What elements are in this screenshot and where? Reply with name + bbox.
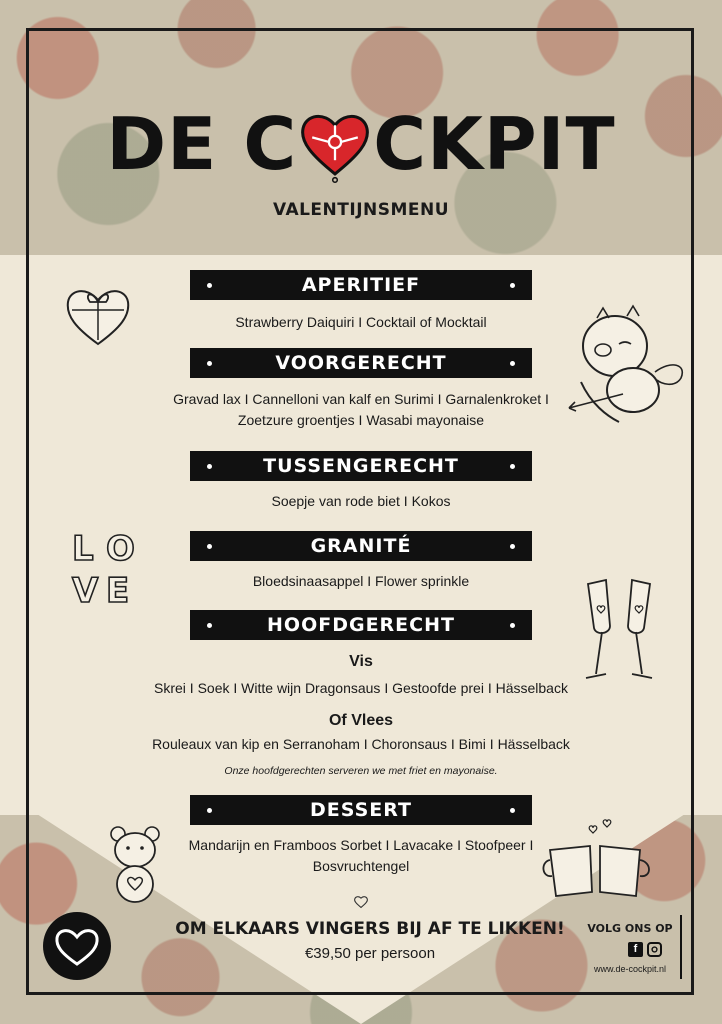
section-title: TUSSENGERECHT [263, 455, 459, 477]
section-band-tussengerecht [190, 451, 532, 481]
footer-slogan: OM ELKAARS VINGERS BIJ AF TE LIKKEN! [175, 919, 565, 939]
follow-label: VOLG ONS OP [587, 922, 673, 935]
teddy-bear-icon [104, 824, 166, 906]
section-title: GRANITÉ [310, 535, 412, 557]
menu-line: Zoetzure groentjes I Wasabi mayonaise [237, 412, 485, 428]
bullet-icon [207, 464, 212, 469]
menu-line: Mandarijn en Framboos Sorbet I Lavacake I Stoofpeer I [188, 837, 534, 853]
instagram-icon[interactable] [647, 942, 662, 957]
bullet-icon [510, 283, 515, 288]
cupid-pig-icon [563, 298, 691, 430]
section-band-granite [190, 531, 532, 561]
vlees-heading: Of Vlees [328, 712, 394, 729]
small-heart-icon [353, 895, 369, 909]
facebook-icon[interactable]: f [628, 942, 643, 957]
menu-line: Rouleaux van kip en Serranoham I Choronsaus I Bimi I Hässelback [152, 736, 570, 752]
heart-gift-box-icon [62, 280, 134, 352]
bullet-icon [207, 544, 212, 549]
love-letter: V [72, 571, 99, 606]
vis-heading: Vis [349, 653, 373, 670]
bullet-icon [510, 808, 515, 813]
social-icons [628, 942, 662, 957]
bullet-icon [207, 361, 212, 366]
love-letter: O [106, 529, 135, 569]
menu-subtitle: VALENTIJNSMENU [272, 200, 450, 220]
bullet-icon [207, 283, 212, 288]
section-band-aperitief [190, 270, 532, 300]
section-band-voorgerecht [190, 348, 532, 378]
bullet-icon [510, 464, 515, 469]
love-letter: L [72, 529, 94, 569]
menu-line: Bosvruchtengel [312, 858, 410, 874]
section-title: HOOFDGERECHT [267, 614, 455, 636]
footer-divider [680, 915, 682, 979]
heart-logo-icon [297, 107, 373, 183]
love-letter: E [106, 571, 130, 606]
logo-text-right: CKPIT [373, 102, 616, 186]
logo-text-left: DE C [106, 102, 298, 186]
section-title: APERITIEF [301, 274, 421, 296]
website-link[interactable]: www.de-cockpit.nl [593, 964, 667, 974]
menu-line: Gravad lax I Cannelloni van kalf en Surimi I Garnalenkroket I [173, 391, 549, 407]
menu-line: Strawberry Daiquiri I Cocktail of Mocktail [235, 314, 487, 330]
heart-outline-icon [43, 912, 111, 980]
coffee-mugs-icon [542, 818, 654, 900]
bullet-icon [510, 544, 515, 549]
section-title: DESSERT [310, 799, 412, 821]
heart-badge [43, 912, 111, 980]
menu-line: Soepje van rode biet I Kokos [271, 493, 451, 509]
bullet-icon [207, 808, 212, 813]
section-band-hoofdgerecht [190, 610, 532, 640]
bullet-icon [510, 361, 515, 366]
footer-price: €39,50 per persoon [304, 945, 436, 962]
love-letters-illustration [68, 522, 142, 606]
menu-line: Bloedsinaasappel I Flower sprinkle [252, 573, 470, 589]
section-title: VOORGERECHT [275, 352, 447, 374]
champagne-glasses-icon [580, 574, 658, 686]
section-band-dessert [190, 795, 532, 825]
hoofdgerecht-note: Onze hoofdgerechten serveren we met friet en mayonaise. [224, 765, 498, 777]
logo [0, 104, 722, 187]
bullet-icon [510, 623, 515, 628]
bullet-icon [207, 623, 212, 628]
menu-line: Skrei I Soek I Witte wijn Dragonsaus I Gestoofde prei I Hässelback [154, 680, 568, 696]
